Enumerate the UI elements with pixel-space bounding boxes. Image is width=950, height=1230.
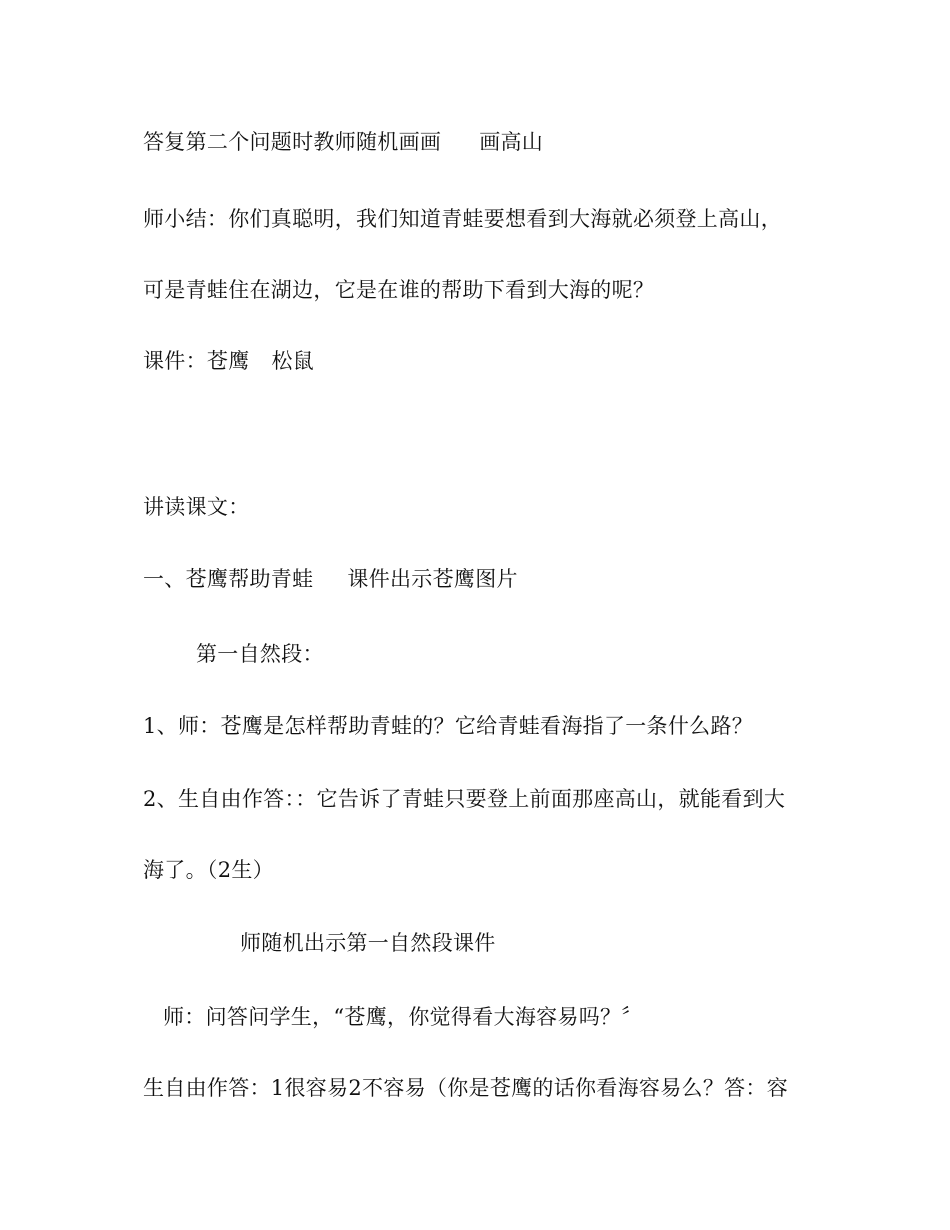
- paragraph-line: 可是青蛙住在湖边，它是在谁的帮助下看到大海的呢？: [143, 278, 655, 302]
- paragraph-line: 2、生自由作答：：它告诉了青蛙只要登上前面那座高山，就能看到大: [143, 787, 786, 811]
- line-text: 松鼠: [271, 349, 315, 373]
- paragraph-line: 师随机出示第一自然段课件: [240, 931, 496, 955]
- line-text: 课件：苍鹰: [143, 349, 250, 373]
- line-text: 课件出示苍鹰图片: [347, 567, 518, 591]
- line-text: 一、苍鹰帮助青蛙: [143, 567, 314, 591]
- paragraph-line: [143, 347, 314, 375]
- paragraph-line: [143, 128, 543, 156]
- paragraph-line: 师：问答问学生，“苍鹰，你觉得看大海容易吗？〞: [163, 1005, 643, 1029]
- paragraph-line: 1、师：苍鹰是怎样帮助青蛙的？它给青蛙看海指了一条什么路？: [143, 714, 754, 738]
- paragraph-line: [143, 565, 518, 593]
- section-heading: 讲读课文：: [143, 495, 250, 519]
- subheading-line: 第一自然段：: [196, 642, 324, 666]
- paragraph-line: 生自由作答：1很容易2不容易（你是苍鹰的话你看海容易么？答：容: [143, 1076, 789, 1100]
- line-text: 答复第二个问题时教师随机画画: [143, 130, 442, 154]
- paragraph-line: 师小结：你们真聪明，我们知道青蛙要想看到大海就必须登上高山，: [143, 207, 782, 231]
- paragraph-line: 海了。（2生）: [143, 858, 274, 882]
- line-text: 画高山: [479, 130, 544, 154]
